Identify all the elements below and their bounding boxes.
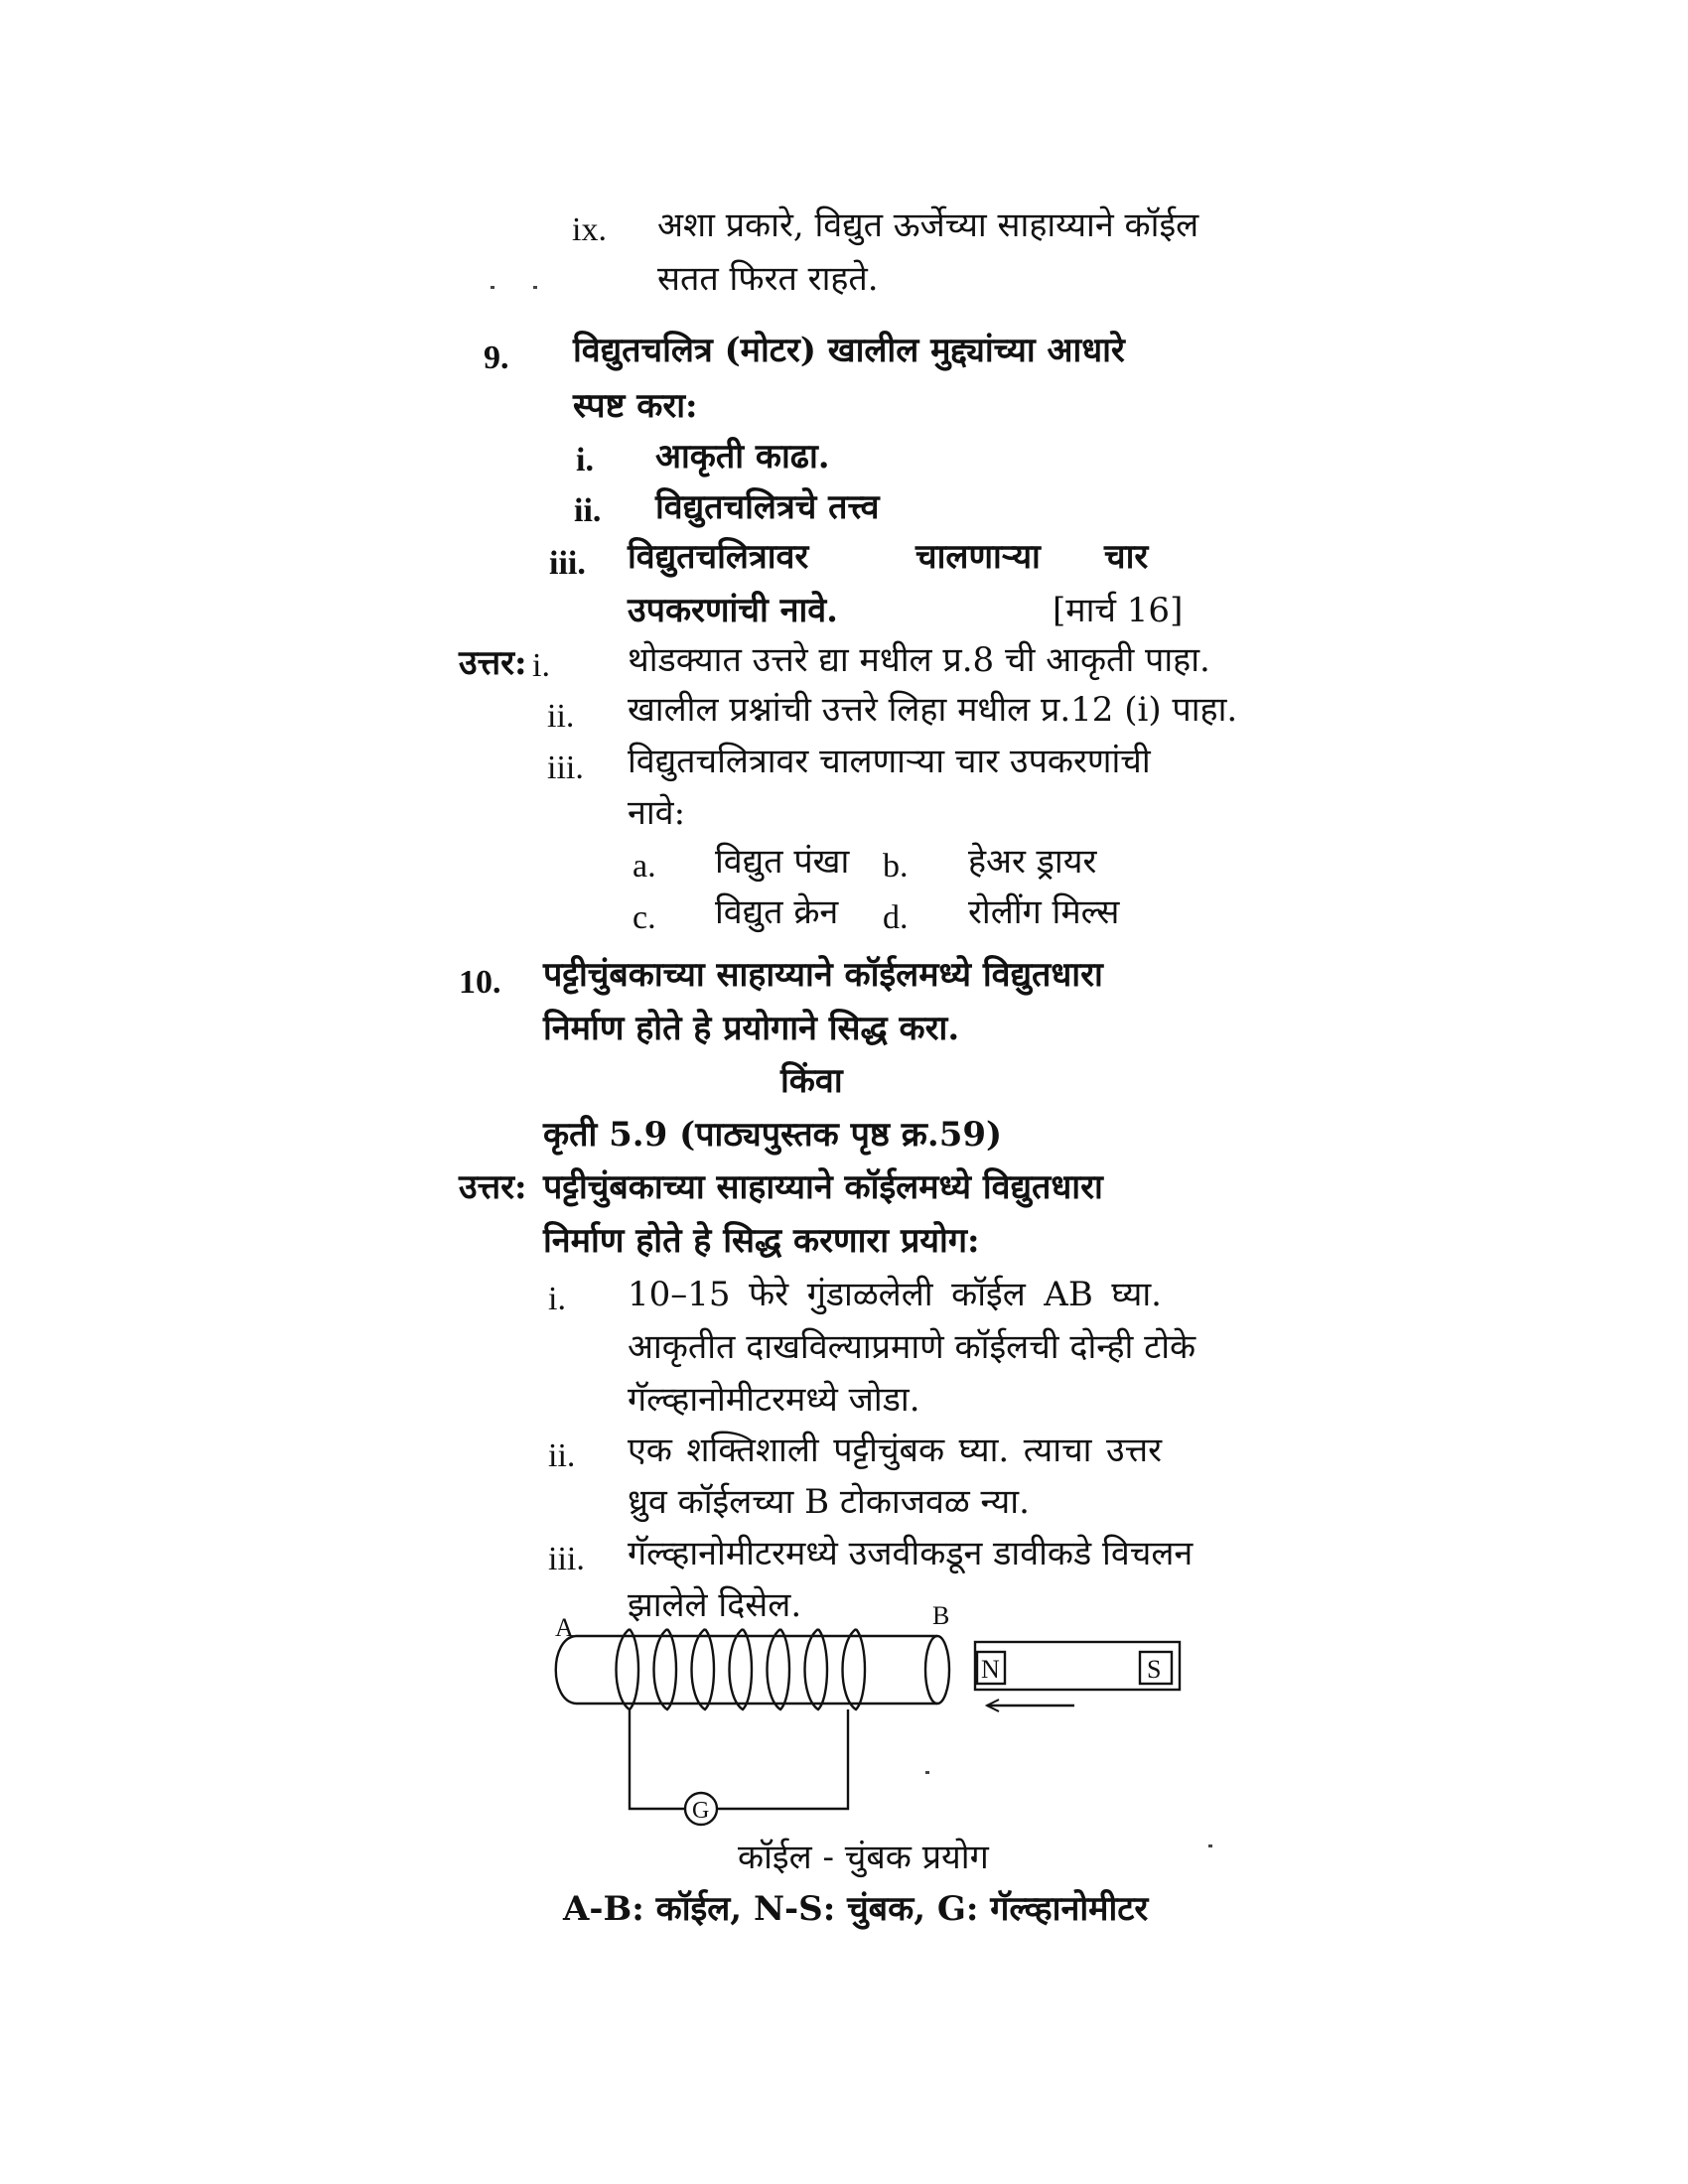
activity-reference: कृती 5.9 (पाठ्यपुस्तक पृष्ठ क्र.59) [543,1115,1003,1155]
question-number-9: 9. [484,340,509,376]
galvanometer-label: G [692,1798,710,1824]
step-text: ध्रुव कॉईलच्या B टोकाजवळ न्या. [628,1482,1030,1522]
device-name: विद्युत क्रेन [715,892,839,932]
step-text: गॅल्व्हानोमीटरमध्ये उजवीकडून डावीकडे विचलन [628,1534,1194,1573]
coil-right-end [925,1636,949,1704]
device-letter: a. [633,848,656,885]
device-letter: c. [633,899,656,936]
coil-windings [617,1629,866,1709]
step-text: झालेले दिसेल. [628,1585,802,1625]
answer-label: उत्तर: [459,1167,527,1207]
q9-item-text: विद्युतचलित्रचे तत्त्व [655,487,880,527]
answer-number: iii. [547,750,584,786]
magnet-south-label: S [1147,1655,1162,1684]
q9-item-number: i. [576,442,594,478]
q9-item-word: विद्युतचलित्रावर [628,537,809,577]
or-separator: किंवा [780,1061,843,1101]
figure-legend: A-B: कॉईल, N-S: चुंबक, G: गॅल्व्हानोमीटर [563,1889,1149,1929]
q9-line-1: विद्युतचलित्र (मोटर) खालील मुद्द्यांच्या आधारे [573,331,1125,370]
step-number: ii. [548,1437,576,1474]
coil-end-a-label: A [555,1613,574,1642]
exam-reference: [मार्च 16] [1053,591,1184,630]
device-letter: d. [883,899,909,936]
answer-text: विद्युतचलित्रावर चालणाऱ्या चार उपकरणांची [628,742,1151,781]
magnet-north-label: N [981,1655,1000,1684]
device-letter: b. [883,848,909,885]
device-name: रोलींग मिल्स [968,892,1120,932]
answer-text: खालील प्रश्नांची उत्तरे लिहा मधील प्र.12 (i) पाहा. [628,690,1238,730]
step-text: आकृतीत दाखविल्याप्रमाणे कॉईलची दोन्ही टोके [628,1327,1196,1367]
step-text: 10–15 फेरे गुंडाळलेली कॉईल AB घ्या. [628,1275,1162,1314]
answer-text: थोडक्यात उत्तरे द्या मधील प्र.8 ची आकृती पाहा. [628,640,1210,680]
answer-number: i. [532,647,550,684]
q9-item-number: ii. [574,492,602,529]
q10-line-2: निर्माण होते हे प्रयोगाने सिद्ध करा. [543,1009,960,1048]
step-number: i. [548,1281,566,1317]
q9-item-word: चार [1104,537,1149,577]
device-name: हेअर ड्रायर [968,842,1097,882]
q9-item-number: iii. [549,545,586,582]
q8-line-2: सतत फिरत राहते. [657,259,879,299]
device-name: विद्युत पंखा [715,842,850,882]
answer-label: उत्तर: [459,643,527,683]
q8-line-1: अशा प्रकारे, विद्युत ऊर्जेच्या साहाय्याने कॉईल [657,205,1199,245]
step-text: एक शक्तिशाली पट्टीचुंबक घ्या. त्याचा उत्तर [628,1431,1162,1470]
circuit-wire [630,1709,848,1809]
q9-line-2: स्पष्ट करा: [573,386,698,426]
q9-item-text: उपकरणांची नावे. [628,591,838,630]
coil-left-end [556,1636,576,1704]
q10-answer-line-2: निर्माण होते हे सिद्ध करणारा प्रयोग: [543,1221,980,1261]
q10-answer-line-1: पट्टीचुंबकाच्या साहाय्याने कॉईलमध्ये विद्युतधारा [543,1167,1103,1207]
q9-item-word: चालणाऱ्या [915,537,1041,577]
answer-text: नावे: [628,793,686,833]
scan-speck [533,286,537,289]
item-number: ix. [572,211,607,248]
q9-item-text: आकृती काढा. [655,437,830,477]
scan-speck [491,286,494,289]
figure-caption: कॉईल - चुंबक प्रयोग [738,1838,989,1877]
question-number-10: 10. [459,964,501,1001]
step-text: गॅल्व्हानोमीटरमध्ये जोडा. [628,1380,920,1420]
scan-speck [1208,1844,1212,1847]
q10-line-1: पट्टीचुंबकाच्या साहाय्याने कॉईलमध्ये विद्युतधारा [543,955,1103,995]
answer-number: ii. [547,698,575,735]
coil-tube [576,1636,937,1704]
step-number: iii. [548,1541,585,1577]
scan-speck [925,1771,929,1774]
coil-end-b-label: B [932,1601,950,1630]
